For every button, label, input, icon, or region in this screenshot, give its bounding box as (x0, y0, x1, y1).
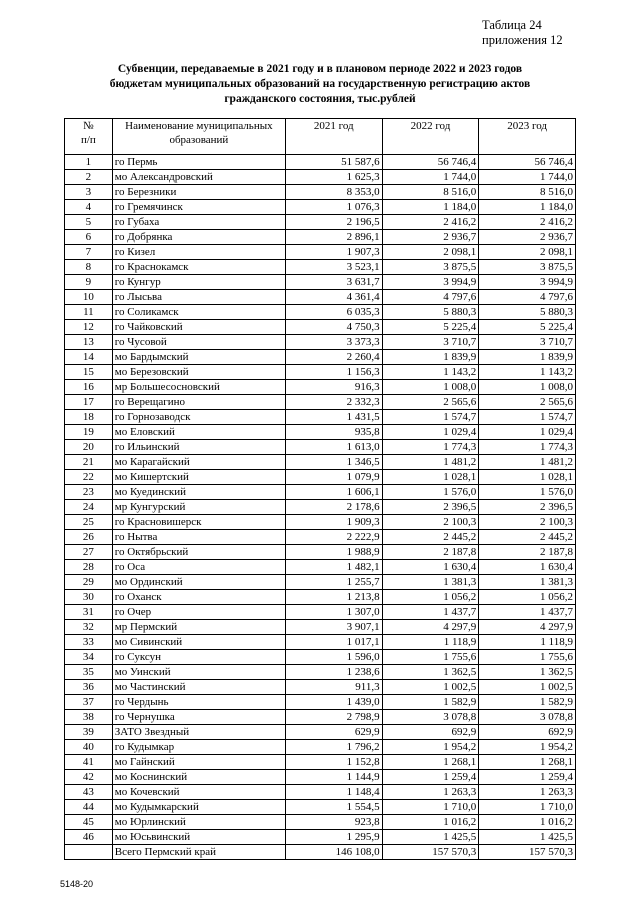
row-number: 30 (65, 590, 113, 605)
value-2022: 1 630,4 (382, 560, 479, 575)
row-number: 37 (65, 695, 113, 710)
value-2022: 2 098,1 (382, 245, 479, 260)
table-row (65, 680, 576, 695)
municipality-name: го Очер (112, 605, 285, 620)
municipality-name: го Березники (112, 185, 285, 200)
value-2022: 1 056,2 (382, 590, 479, 605)
value-2023: 2 416,2 (479, 215, 576, 230)
municipality-name: го Гремячинск (112, 200, 285, 215)
header-2023: 2023 год (479, 119, 576, 155)
municipality-name: го Оса (112, 560, 285, 575)
value-2023: 1 954,2 (479, 740, 576, 755)
municipality-name: мо Кудымкарский (112, 800, 285, 815)
value-2023: 3 078,8 (479, 710, 576, 725)
value-2021: 3 523,1 (285, 260, 382, 275)
value-2023: 1 576,0 (479, 485, 576, 500)
municipality-name: го Октябрьский (112, 545, 285, 560)
row-number: 39 (65, 725, 113, 740)
value-2021: 911,3 (285, 680, 382, 695)
row-number: 4 (65, 200, 113, 215)
value-2021: 146 108,0 (285, 845, 382, 860)
row-number: 46 (65, 830, 113, 845)
value-2021: 629,9 (285, 725, 382, 740)
value-2022: 1 008,0 (382, 380, 479, 395)
value-2023: 1 839,9 (479, 350, 576, 365)
table-row (65, 305, 576, 320)
row-number: 16 (65, 380, 113, 395)
value-2021: 1 613,0 (285, 440, 382, 455)
table-row (65, 695, 576, 710)
appendix-number: приложения 12 (482, 33, 563, 47)
value-2022: 3 994,9 (382, 275, 479, 290)
value-2023: 1 143,2 (479, 365, 576, 380)
value-2021: 3 373,3 (285, 335, 382, 350)
table-row (65, 590, 576, 605)
table-row (65, 560, 576, 575)
municipality-name: го Чердынь (112, 695, 285, 710)
value-2021: 916,3 (285, 380, 382, 395)
row-number: 18 (65, 410, 113, 425)
value-2021: 1 439,0 (285, 695, 382, 710)
value-2023: 5 225,4 (479, 320, 576, 335)
table-row (65, 425, 576, 440)
table-row (65, 815, 576, 830)
municipality-name: го Краснокамск (112, 260, 285, 275)
value-2023: 3 710,7 (479, 335, 576, 350)
value-2022: 4 797,6 (382, 290, 479, 305)
value-2022: 1 381,3 (382, 575, 479, 590)
municipality-name: го Суксун (112, 650, 285, 665)
value-2023: 1 263,3 (479, 785, 576, 800)
table-row (65, 485, 576, 500)
row-number: 43 (65, 785, 113, 800)
municipality-name: мо Юрлинский (112, 815, 285, 830)
municipality-name: го Верещагино (112, 395, 285, 410)
table-reference (482, 18, 563, 48)
value-2022: 1 582,9 (382, 695, 479, 710)
value-2022: 56 746,4 (382, 155, 479, 170)
value-2022: 1 184,0 (382, 200, 479, 215)
table-row (65, 665, 576, 680)
value-2022: 157 570,3 (382, 845, 479, 860)
row-number: 41 (65, 755, 113, 770)
row-number: 28 (65, 560, 113, 575)
value-2021: 935,8 (285, 425, 382, 440)
table-row (65, 635, 576, 650)
row-number: 20 (65, 440, 113, 455)
value-2023: 2 100,3 (479, 515, 576, 530)
table-row (65, 275, 576, 290)
value-2022: 2 416,2 (382, 215, 479, 230)
value-2022: 3 078,8 (382, 710, 479, 725)
subsidies-table (64, 118, 576, 860)
value-2021: 1 596,0 (285, 650, 382, 665)
value-2022: 1 839,9 (382, 350, 479, 365)
value-2023: 1 425,5 (479, 830, 576, 845)
row-number: 15 (65, 365, 113, 380)
value-2022: 8 516,0 (382, 185, 479, 200)
value-2021: 2 196,5 (285, 215, 382, 230)
municipality-name: мо Еловский (112, 425, 285, 440)
municipality-name: го Кизел (112, 245, 285, 260)
value-2022: 1 755,6 (382, 650, 479, 665)
row-number: 40 (65, 740, 113, 755)
value-2022: 1 576,0 (382, 485, 479, 500)
table-row (65, 650, 576, 665)
municipality-name: мо Ординский (112, 575, 285, 590)
header-name: Наименование муниципальных образований (112, 119, 285, 155)
value-2022: 1 774,3 (382, 440, 479, 455)
value-2023: 2 936,7 (479, 230, 576, 245)
header-2022: 2022 год (382, 119, 479, 155)
row-number: 5 (65, 215, 113, 230)
value-2022: 2 187,8 (382, 545, 479, 560)
table-row (65, 380, 576, 395)
value-2022: 1 710,0 (382, 800, 479, 815)
value-2023: 1 029,4 (479, 425, 576, 440)
row-number: 12 (65, 320, 113, 335)
municipality-name: мо Частинский (112, 680, 285, 695)
municipality-name: мо Александровский (112, 170, 285, 185)
table-row (65, 245, 576, 260)
table-row (65, 410, 576, 425)
row-number: 33 (65, 635, 113, 650)
table-row (65, 620, 576, 635)
table-row (65, 260, 576, 275)
municipality-name: мо Бардымский (112, 350, 285, 365)
value-2021: 1 909,3 (285, 515, 382, 530)
value-2021: 1 988,9 (285, 545, 382, 560)
municipality-name: мр Пермский (112, 620, 285, 635)
table-row (65, 710, 576, 725)
municipality-name: мр Кунгурский (112, 500, 285, 515)
value-2021: 1 431,5 (285, 410, 382, 425)
value-2021: 3 631,7 (285, 275, 382, 290)
row-number: 9 (65, 275, 113, 290)
municipality-name: го Горнозаводск (112, 410, 285, 425)
value-2023: 1 574,7 (479, 410, 576, 425)
title-line-2: бюджетам муниципальных образований на государственную регистрацию актов (109, 78, 531, 90)
value-2023: 1 774,3 (479, 440, 576, 455)
municipality-name: мо Кочевский (112, 785, 285, 800)
value-2021: 1 238,6 (285, 665, 382, 680)
table-row (65, 335, 576, 350)
value-2022: 1 954,2 (382, 740, 479, 755)
value-2021: 2 260,4 (285, 350, 382, 365)
value-2022: 1 574,7 (382, 410, 479, 425)
value-2023: 1 755,6 (479, 650, 576, 665)
municipality-name: мо Юсьвинский (112, 830, 285, 845)
row-number: 22 (65, 470, 113, 485)
municipality-name: го Красновишерск (112, 515, 285, 530)
table-header-row (65, 119, 576, 155)
value-2022: 1 744,0 (382, 170, 479, 185)
municipality-name: го Чернушка (112, 710, 285, 725)
table-row (65, 455, 576, 470)
value-2023: 2 396,5 (479, 500, 576, 515)
table-row (65, 170, 576, 185)
municipality-name: го Пермь (112, 155, 285, 170)
value-2021: 1 482,1 (285, 560, 382, 575)
value-2023: 1 744,0 (479, 170, 576, 185)
value-2021: 3 907,1 (285, 620, 382, 635)
value-2023: 1 056,2 (479, 590, 576, 605)
row-number: 24 (65, 500, 113, 515)
value-2021: 1 255,7 (285, 575, 382, 590)
value-2022: 1 002,5 (382, 680, 479, 695)
value-2022: 1 029,4 (382, 425, 479, 440)
table-row (65, 215, 576, 230)
value-2023: 1 582,9 (479, 695, 576, 710)
row-number: 34 (65, 650, 113, 665)
row-number: 3 (65, 185, 113, 200)
table-row (65, 320, 576, 335)
value-2023: 8 516,0 (479, 185, 576, 200)
document-title (90, 62, 550, 107)
table-row (65, 545, 576, 560)
value-2023: 3 994,9 (479, 275, 576, 290)
municipality-name: го Соликамск (112, 305, 285, 320)
row-number: 38 (65, 710, 113, 725)
value-2021: 1 144,9 (285, 770, 382, 785)
value-2023: 2 565,6 (479, 395, 576, 410)
value-2022: 692,9 (382, 725, 479, 740)
value-2021: 923,8 (285, 815, 382, 830)
header-2021: 2021 год (285, 119, 382, 155)
row-number: 45 (65, 815, 113, 830)
value-2022: 1 016,2 (382, 815, 479, 830)
value-2022: 2 445,2 (382, 530, 479, 545)
table-row (65, 470, 576, 485)
value-2023: 2 098,1 (479, 245, 576, 260)
row-number: 21 (65, 455, 113, 470)
row-number: 11 (65, 305, 113, 320)
value-2022: 1 481,2 (382, 455, 479, 470)
document-code: 5148-20 (60, 879, 94, 889)
value-2021: 2 332,3 (285, 395, 382, 410)
value-2023: 1 710,0 (479, 800, 576, 815)
value-2021: 1 079,9 (285, 470, 382, 485)
municipality-name: го Кудымкар (112, 740, 285, 755)
municipality-name: го Ильинский (112, 440, 285, 455)
table-row (65, 740, 576, 755)
row-number: 32 (65, 620, 113, 635)
row-number: 10 (65, 290, 113, 305)
value-2023: 1 381,3 (479, 575, 576, 590)
value-2021: 1 606,1 (285, 485, 382, 500)
value-2021: 1 625,3 (285, 170, 382, 185)
row-number: 44 (65, 800, 113, 815)
value-2023: 1 437,7 (479, 605, 576, 620)
title-line-1: Субвенции, передаваемые в 2021 году и в плановом периоде 2022 и 2023 годов (117, 63, 523, 75)
value-2023: 1 268,1 (479, 755, 576, 770)
value-2021: 2 798,9 (285, 710, 382, 725)
table-row (65, 185, 576, 200)
value-2021: 4 361,4 (285, 290, 382, 305)
value-2022: 1 259,4 (382, 770, 479, 785)
municipality-name: мо Карагайский (112, 455, 285, 470)
value-2023: 1 016,2 (479, 815, 576, 830)
value-2022: 1 425,5 (382, 830, 479, 845)
table-row (65, 440, 576, 455)
row-number: 27 (65, 545, 113, 560)
value-2021: 1 076,3 (285, 200, 382, 215)
value-2022: 1 263,3 (382, 785, 479, 800)
table-row (65, 725, 576, 740)
value-2022: 4 297,9 (382, 620, 479, 635)
municipality-name: го Чусовой (112, 335, 285, 350)
table-row (65, 230, 576, 245)
value-2021: 1 796,2 (285, 740, 382, 755)
row-number: 19 (65, 425, 113, 440)
table-row (65, 500, 576, 515)
table-row (65, 575, 576, 590)
value-2021: 2 896,1 (285, 230, 382, 245)
municipality-name: мо Кишертский (112, 470, 285, 485)
table-row (65, 785, 576, 800)
table-row (65, 365, 576, 380)
value-2023: 4 297,9 (479, 620, 576, 635)
row-number: 35 (65, 665, 113, 680)
value-2023: 2 187,8 (479, 545, 576, 560)
municipality-name: ЗАТО Звездный (112, 725, 285, 740)
value-2022: 3 875,5 (382, 260, 479, 275)
value-2021: 2 178,6 (285, 500, 382, 515)
table-row (65, 350, 576, 365)
row-number: 2 (65, 170, 113, 185)
row-number: 36 (65, 680, 113, 695)
value-2022: 1 437,7 (382, 605, 479, 620)
value-2021: 8 353,0 (285, 185, 382, 200)
value-2021: 1 152,8 (285, 755, 382, 770)
value-2023: 1 028,1 (479, 470, 576, 485)
value-2023: 1 259,4 (479, 770, 576, 785)
municipality-name: го Добрянка (112, 230, 285, 245)
value-2023: 1 362,5 (479, 665, 576, 680)
municipality-name: мо Гайнский (112, 755, 285, 770)
table-row (65, 800, 576, 815)
municipality-name: мо Уинский (112, 665, 285, 680)
value-2021: 1 156,3 (285, 365, 382, 380)
total-row (65, 845, 576, 860)
value-2022: 2 565,6 (382, 395, 479, 410)
value-2023: 56 746,4 (479, 155, 576, 170)
header-number: № п/п (65, 119, 113, 155)
value-2023: 1 008,0 (479, 380, 576, 395)
row-number (65, 845, 113, 860)
value-2021: 1 307,0 (285, 605, 382, 620)
value-2022: 1 362,5 (382, 665, 479, 680)
row-number: 8 (65, 260, 113, 275)
title-line-3: гражданского состояния, тыс.рублей (224, 93, 416, 105)
value-2022: 2 936,7 (382, 230, 479, 245)
row-number: 14 (65, 350, 113, 365)
value-2023: 692,9 (479, 725, 576, 740)
value-2023: 5 880,3 (479, 305, 576, 320)
row-number: 42 (65, 770, 113, 785)
value-2022: 2 396,5 (382, 500, 479, 515)
municipality-name: мо Березовский (112, 365, 285, 380)
value-2023: 1 630,4 (479, 560, 576, 575)
value-2022: 1 118,9 (382, 635, 479, 650)
value-2022: 3 710,7 (382, 335, 479, 350)
value-2022: 5 880,3 (382, 305, 479, 320)
value-2021: 1 907,3 (285, 245, 382, 260)
row-number: 13 (65, 335, 113, 350)
table-row (65, 515, 576, 530)
table-row (65, 770, 576, 785)
municipality-name: мо Сивинский (112, 635, 285, 650)
municipality-name: мо Коснинский (112, 770, 285, 785)
value-2021: 1 017,1 (285, 635, 382, 650)
municipality-name: мр Большесосновский (112, 380, 285, 395)
value-2023: 1 184,0 (479, 200, 576, 215)
table-number: Таблица 24 (482, 18, 542, 32)
value-2022: 2 100,3 (382, 515, 479, 530)
value-2023: 1 481,2 (479, 455, 576, 470)
value-2023: 1 002,5 (479, 680, 576, 695)
value-2021: 1 554,5 (285, 800, 382, 815)
row-number: 25 (65, 515, 113, 530)
municipality-name: го Нытва (112, 530, 285, 545)
value-2021: 1 346,5 (285, 455, 382, 470)
value-2022: 1 268,1 (382, 755, 479, 770)
row-number: 7 (65, 245, 113, 260)
value-2021: 6 035,3 (285, 305, 382, 320)
row-number: 31 (65, 605, 113, 620)
value-2023: 2 445,2 (479, 530, 576, 545)
table-row (65, 605, 576, 620)
value-2021: 2 222,9 (285, 530, 382, 545)
municipality-name: го Лысьва (112, 290, 285, 305)
value-2021: 1 213,8 (285, 590, 382, 605)
table-row (65, 290, 576, 305)
value-2023: 157 570,3 (479, 845, 576, 860)
value-2022: 1 028,1 (382, 470, 479, 485)
table-row (65, 755, 576, 770)
value-2021: 51 587,6 (285, 155, 382, 170)
value-2023: 3 875,5 (479, 260, 576, 275)
table-row (65, 200, 576, 215)
row-number: 1 (65, 155, 113, 170)
value-2021: 4 750,3 (285, 320, 382, 335)
value-2023: 1 118,9 (479, 635, 576, 650)
row-number: 29 (65, 575, 113, 590)
value-2021: 1 148,4 (285, 785, 382, 800)
value-2021: 1 295,9 (285, 830, 382, 845)
row-number: 17 (65, 395, 113, 410)
row-number: 23 (65, 485, 113, 500)
municipality-name: Всего Пермский край (112, 845, 285, 860)
municipality-name: мо Куединский (112, 485, 285, 500)
table-row (65, 530, 576, 545)
municipality-name: го Губаха (112, 215, 285, 230)
municipality-name: го Оханск (112, 590, 285, 605)
municipality-name: го Чайковский (112, 320, 285, 335)
value-2022: 5 225,4 (382, 320, 479, 335)
table-row (65, 395, 576, 410)
municipality-name: го Кунгур (112, 275, 285, 290)
value-2022: 1 143,2 (382, 365, 479, 380)
table-row (65, 830, 576, 845)
row-number: 6 (65, 230, 113, 245)
value-2023: 4 797,6 (479, 290, 576, 305)
table-row (65, 155, 576, 170)
row-number: 26 (65, 530, 113, 545)
